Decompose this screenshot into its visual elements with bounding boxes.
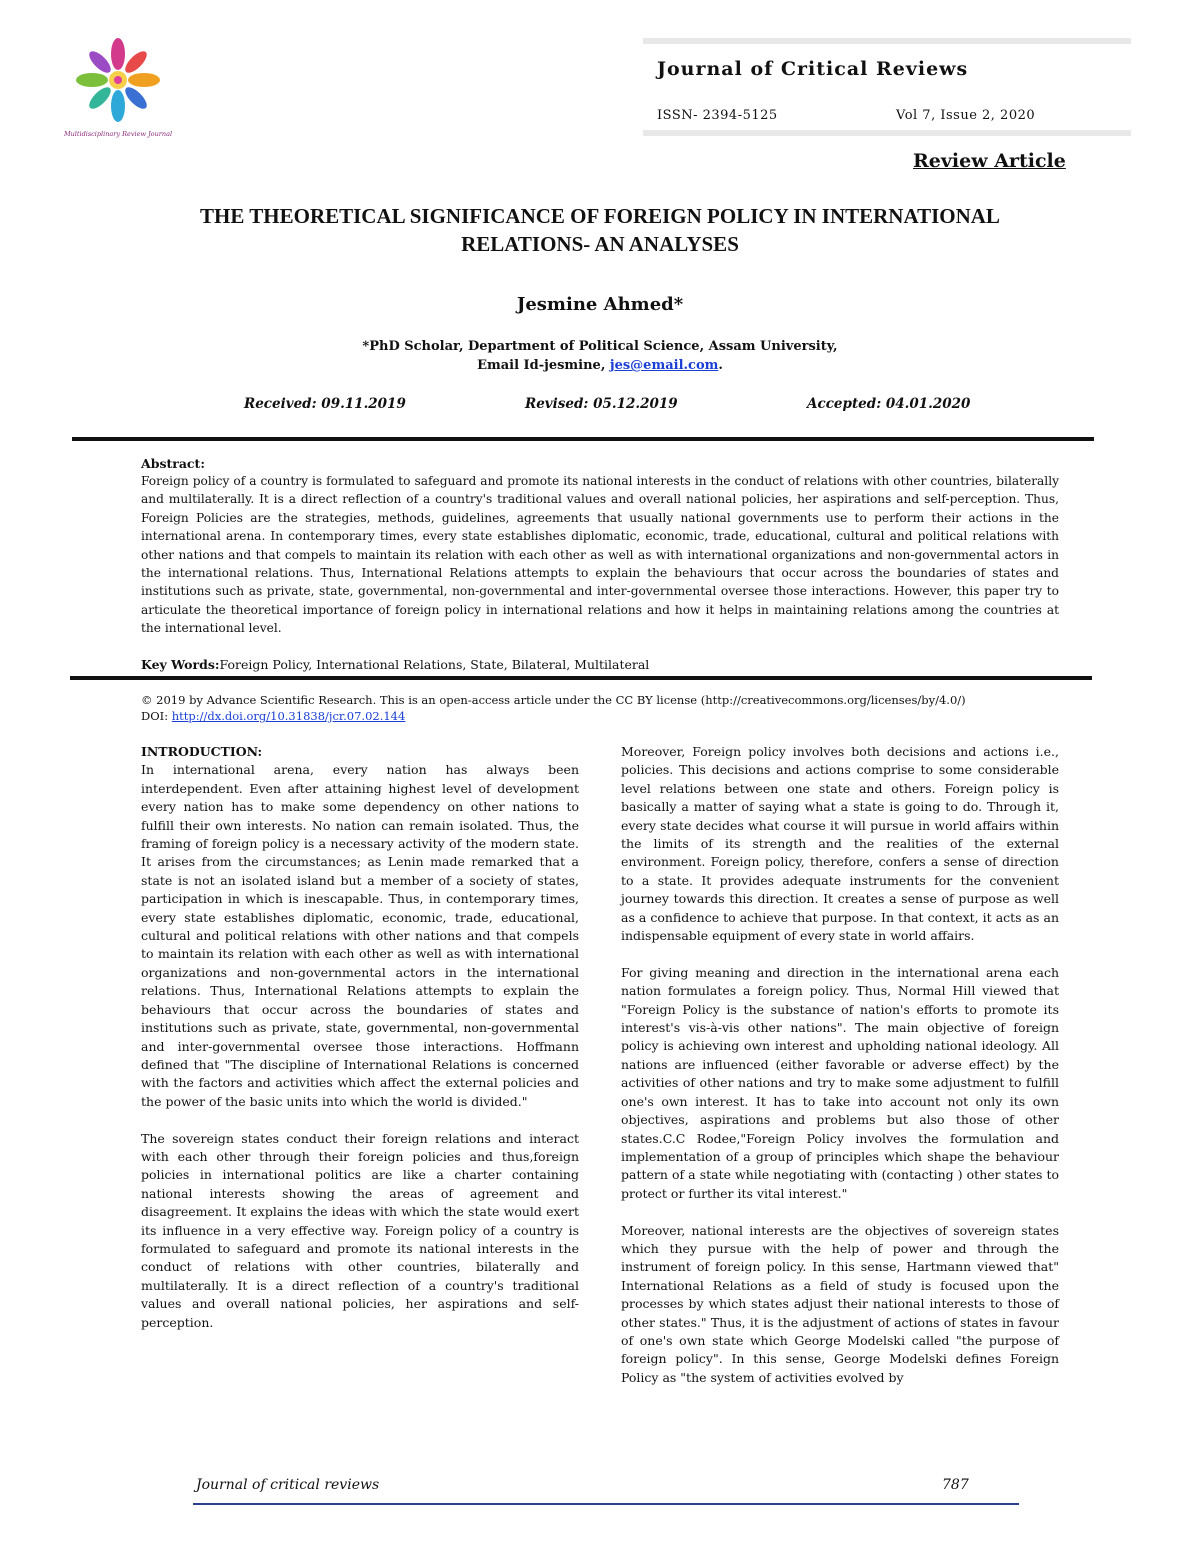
- paragraph: In international arena, every nation has always been interdependent. Even after attaining highest level of development every nation has to make some dependency on other nations to fulfill their own interests. No nation can remain isolated. Thus, the framing of foreign policy is a necessary activity of the modern state. It arises from the circumstances; as Lenin made remarked that a state is not an isolated island but a member of a society of states, participation in which is inescapable. Thus, in contemporary times, every state establishes diplomatic, economic, trade, educational, cultural and political relations with other nations and that compels to maintain its relation with each other as well as with international organizations and non-governmental actors in the international relations. Thus, International Relations attempts to explain the behaviours that occur across the boundaries of states and institutions such as private, state, governmental, non-governmental and inter-governmental oversee those interactions. Hoffmann defined that "The discipline of International Relations is concerned with the factors and activities which affect the external policies and the power of the basic units into which the world is divided.": [141, 762, 579, 1109]
- paragraph: Moreover, Foreign policy involves both decisions and actions i.e., policies. This decisions and actions comprise to some considerable level relations between one state and others. Foreign policy is basically a matter of saying what a state is going to do. Through it, every state decides what course it will pursue in world affairs within the limits of its strength and the realities of the external environment. Foreign policy, therefore, confers a sense of direction to a state. It provides adequate instruments for the convenient journey towards this direction. It creates a sense of purpose as well as a confidence to achieve that purpose. In that context, it acts as an indispensable equipment of every state in world affairs.: [621, 744, 1059, 944]
- abstract-text: Foreign policy of a country is formulated to safeguard and promote its national interests in the conduct of relations with other countries, bilaterally and multilaterally. It is a direct reflection of a country's traditional values and overall national policies, her aspirations and self-perception. Thus, Foreign Policies are the strategies, methods, guidelines, agreements that usually national governments use to perform their actions in the international arena. In contemporary times, every state establishes diplomatic, economic, trade, educational, cultural and political relations with other nations and that compels to maintain its relation with each other as well as with international organizations and non-governmental actors in the international relations. Thus, International Relations attempts to explain the behaviours that occur across the boundaries of states and institutions such as private, state, governmental, non-governmental and inter-governmental oversee those interactions. However, this paper try to articulate the theoretical importance of foreign policy in international relations and how it helps in maintaining relations among the countries at the international level.: [141, 474, 1059, 636]
- paragraph: Moreover, national interests are the objectives of sovereign states which they pursue with the help of power and through the instrument of foreign policy. In this sense, Hartmann viewed that" International Relations as a field of study is focused upon the processes by which states adjust their national interests to those of other states." Thus, it is the adjustment of actions of states in favour of one's own state which George Modelski called "the purpose of foreign policy". In this sense, George Modelski defines Foreign Policy as "the system of activities evolved by: [621, 1222, 1059, 1385]
- right-column: [621, 743, 1059, 1406]
- accepted-date: Accepted: 04.01.2020: [807, 396, 971, 412]
- logo-caption: Multidisciplinary Review Journal: [63, 130, 173, 138]
- footer-rule: [193, 1503, 1019, 1505]
- affiliation-line: *PhD Scholar, Department of Political Science, Assam University,: [362, 339, 838, 354]
- journal-header: [643, 38, 1131, 136]
- doi-link[interactable]: http://dx.doi.org/10.31838/jcr.07.02.144: [171, 709, 406, 723]
- paper-title: THE THEORETICAL SIGNIFICANCE OF FOREIGN POLICY IN INTERNATIONAL RELATIONS- AN ANALYSES: [200, 204, 1000, 256]
- footer-journal-name: Journal of critical reviews: [196, 1477, 380, 1493]
- author-name: Jesmine Ahmed*: [516, 294, 684, 315]
- email-line: [240, 356, 960, 375]
- abstract-heading: Abstract:: [141, 456, 205, 471]
- doi-label: DOI:: [141, 709, 172, 723]
- page-number: 787: [942, 1477, 969, 1493]
- left-column: [141, 743, 579, 1350]
- keywords-list: Foreign Policy, International Relations, State, Bilateral, Multilateral: [219, 657, 650, 672]
- doi-line: [141, 708, 1059, 724]
- issn: ISSN- 2394-5125: [657, 108, 778, 123]
- email-suffix: .: [718, 358, 723, 373]
- article-type: Review Article: [913, 150, 1066, 172]
- header-top-bar: [643, 38, 1131, 44]
- revised-date: Revised: 05.12.2019: [525, 396, 678, 412]
- author-affiliation: [240, 337, 960, 375]
- paragraph: For giving meaning and direction in the international arena each nation formulates a foreign policy. Thus, Normal Hill viewed that "Foreign Policy is the substance of nation's efforts to promote its interest's vis-à-vis other nations". The main objective of foreign policy is achieving own interest and upholding national ideology. All nations are influenced (either favorable or adverse effect) by the activities of other nations and try to make some adjustment to fulfill one's own interest. It has to take into account not only its own objectives, aspirations and problems but also those of other states.C.C Rodee,"Foreign Policy involves the formulation and implementation of a group of principles which shape the behaviour pattern of a state while negotiating with (contacting ) other states to protect or further its vital interest.": [621, 964, 1059, 1201]
- email-link[interactable]: jes@email.com: [609, 358, 719, 373]
- email-label: Email Id-jesmine,: [477, 358, 610, 373]
- divider-top: [72, 437, 1094, 441]
- divider-bottom: [70, 676, 1092, 680]
- paragraph: The sovereign states conduct their foreign relations and interact with each other through their foreign policies and thus,foreign policies in international politics are like a charter containing national interests showing the areas of agreement and disagreement. It explains the ideas with which the state would exert its influence in a very effective way. Foreign policy of a country is formulated to safeguard and promote its national interests in the conduct of relations with other countries, bilaterally and multilaterally. It is a direct reflection of a country's traditional values and overall national policies, her aspirations and self-perception.: [141, 1130, 579, 1330]
- keywords-label: Key Words:: [141, 657, 220, 672]
- received-date: Received: 09.11.2019: [244, 396, 406, 412]
- volume-issue: Vol 7, Issue 2, 2020: [896, 108, 1036, 123]
- journal-name: Journal of Critical Reviews: [657, 58, 969, 80]
- keywords: [141, 657, 1059, 672]
- license-block: [141, 692, 1059, 724]
- header-bottom-bar: [643, 130, 1131, 136]
- copyright-text: © 2019 by Advance Scientific Research. This is an open-access article under the CC BY license (http://creativecommons.org/licenses/by/4.0/): [141, 693, 966, 707]
- introduction-heading: INTRODUCTION:: [141, 744, 263, 759]
